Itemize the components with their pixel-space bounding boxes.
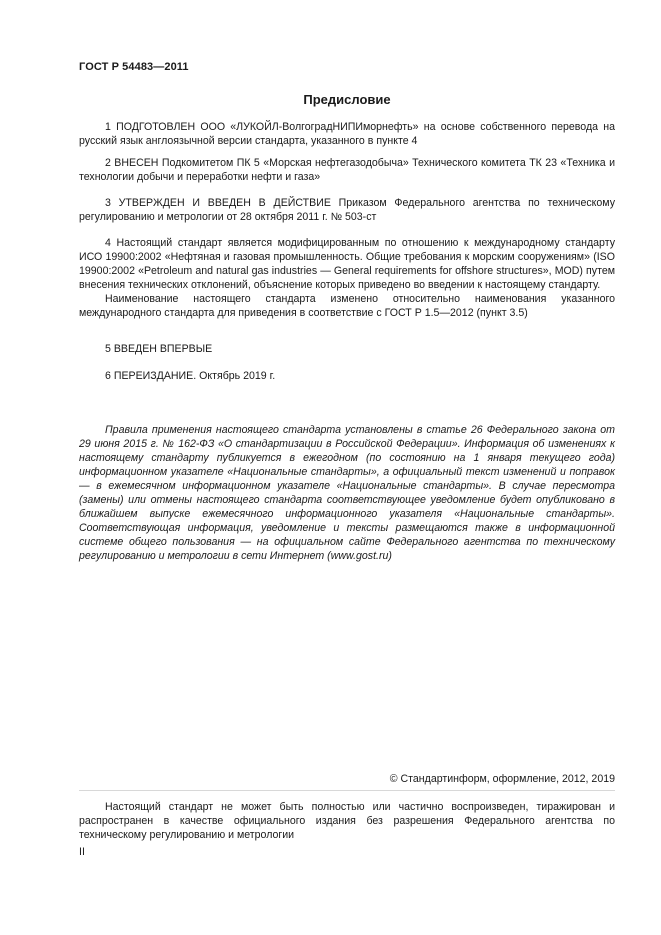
item-3-text: 3 УТВЕРЖДЕН И ВВЕДЕН В ДЕЙСТВИЕ Приказом Федерального агентства по техническому регулированию и метрологии от 28 октября 2011 г. № 503-ст (79, 197, 615, 223)
reproduction-notice-text: Настоящий стандарт не может быть полностью или частично воспроизведен, тиражирован и распространен в качестве официального издания без разрешения Федерального агентства по техническому регулированию и метрологии (79, 801, 615, 841)
item-6-text: 6 ПЕРЕИЗДАНИЕ. Октябрь 2019 г. (105, 370, 276, 382)
copyright-line: © Стандартинформ, оформление, 2012, 2019 (389, 773, 615, 785)
reproduction-notice (79, 800, 615, 842)
item-4-text: 4 Настоящий стандарт является модифицированным по отношению к международному стандарту ИСО 19900:2002 «Нефтяная и газовая промышленность. Общие требования к морским сооружениям» (ISO 19900:2002 «Petroleum and natural gas industries — General requirements for offshore structures», MOD) путем внесения технических отклонений, объяснение которых приведено во введении к настоящему стандарту. (79, 237, 615, 291)
item-5 (79, 342, 615, 356)
item-2-text: 2 ВНЕСЕН Подкомитетом ПК 5 «Морская нефтегазодобыча» Технического комитета ТК 23 «Техника и технологии добычи и переработки нефти и газа» (79, 157, 615, 183)
item-4-note: Наименование настоящего стандарта изменено относительно наименования указанного международного стандарта для приведения в соответствие с ГОСТ Р 1.5—2012 (пункт 3.5) (79, 293, 615, 319)
item-2 (79, 156, 615, 184)
document-page (79, 0, 615, 935)
section-title: Предисловие (303, 92, 391, 107)
item-1 (79, 120, 615, 148)
divider (79, 790, 615, 791)
item-3 (79, 196, 615, 224)
standards-notice-text: Правила применения настоящего стандарта установлены в статье 26 Федерального закона от 29 июня 2015 г. № 162-ФЗ «О стандартизации в Российской Федерации». Информация об изменениях к настоящему стандарту публикуется в ежегодном (по состоянию на 1 января текущего года) информационном указателе «Национальные стандарты», а официальный текст изменений и поправок — в ежемесячном информационном указателе «Национальные стандарты». В случае пересмотра (замены) или отмены настоящего стандарта соответствующее уведомление будет опубликовано в ближайшем выпуске ежемесячного информационного указателя «Национальные стандарты». Соответствующая информация, уведомление и тексты размещаются также в информационной системе общего пользования — на официальном сайте Федерального агентства по техническому регулированию и метрологии в сети Интернет (www.gost.ru) (79, 424, 615, 562)
item-4 (79, 236, 615, 320)
document-code: ГОСТ Р 54483—2011 (79, 61, 189, 73)
standards-notice (79, 423, 615, 563)
page-number: II (79, 846, 85, 858)
item-1-text: 1 ПОДГОТОВЛЕН ООО «ЛУКОЙЛ-ВолгоградНИПИморнефть» на основе собственного перевода на русский язык англоязычной версии стандарта, указанного в пункте 4 (79, 121, 615, 147)
item-6 (79, 369, 615, 383)
item-5-text: 5 ВВЕДЕН ВПЕРВЫЕ (105, 343, 213, 355)
